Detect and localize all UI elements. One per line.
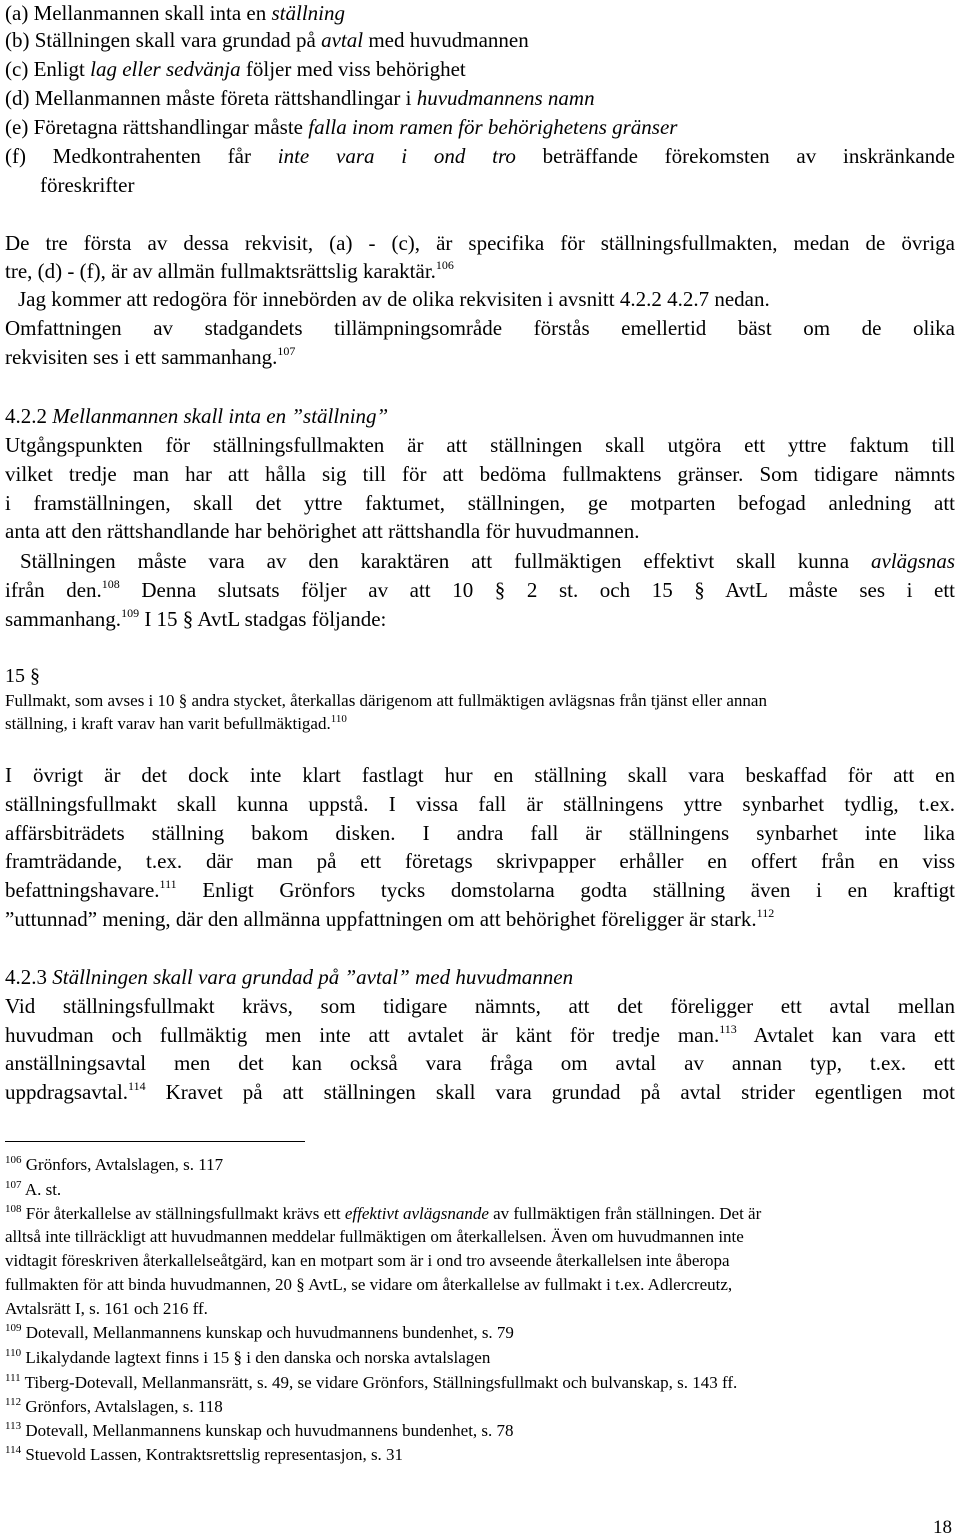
- body-text-line: Jag kommer att redogöra för innebörden av de olika rekvisiten i avsnitt 4.2.2 4.2.7 nedan.: [18, 287, 770, 311]
- page-number: 18: [933, 1517, 952, 1538]
- footnote-continuation: alltså inte tillräckligt att huvudmannen meddelar fullmäktigen om återkallelsen. Även om huvudmannen inte: [5, 1227, 744, 1246]
- footnote: $^{113}$ Dotevall, Mellanmannens kunskap och huvudmannens bundenhet, s. 78: [5, 1420, 514, 1440]
- body-text-line: I övrigt är det dock inte klart fastlagt hur en ställning skall vara beskaffad för att en: [5, 763, 955, 787]
- list-item-continuation: föreskrifter: [40, 173, 135, 197]
- body-text-line: ställningsfullmakt skall kunna uppstå. I vissa fall är ställningens yttre synbarhet tydlig, t.ex.: [5, 792, 955, 816]
- body-text-line: sammanhang.$^{109}$ I 15 § AvtL stadgas följande:: [5, 606, 387, 631]
- body-text-line: uppdragsavtal.$^{114}$ Kravet på att ställningen skall vara grundad på avtal strider egentligen mot: [5, 1079, 955, 1104]
- footnote: $^{109}$ Dotevall, Mellanmannens kunskap och huvudmannens bundenhet, s. 79: [5, 1322, 514, 1342]
- quote-text-line: ställning, i kraft varav han varit befullmäktigad.$^{110}$: [5, 713, 347, 733]
- footnote: $^{107}$ A. st.: [5, 1179, 62, 1199]
- footnote-ref: 108: [101, 577, 120, 591]
- footnote: $^{112}$ Grönfors, Avtalslagen, s. 118: [5, 1396, 223, 1416]
- footnote-ref: 109: [121, 606, 140, 620]
- list-item: (c) Enligt lag eller sedvänja följer med viss behörighet: [5, 57, 466, 81]
- body-text-line: vilket tredje man har att hålla sig till för att bedöma fullmaktens gränser. Som tidigare nämnts: [5, 462, 955, 486]
- body-text-line: Ställningen måste vara av den karaktären att fullmäktigen effektivt skall kunna avlägsnas: [20, 549, 955, 573]
- body-text-line: tre, (d) - (f), är av allmän fullmaktsrättslig karaktär.$^{106}$: [5, 258, 454, 283]
- footnote: $^{110}$ Likalydande lagtext finns i 15 § i den danska och norska avtalslagen: [5, 1347, 491, 1367]
- body-text-line: Vid ställningsfullmakt krävs, som tidigare nämnts, att det föreligger ett avtal mellan: [5, 994, 955, 1018]
- quote-heading: 15 §: [5, 665, 40, 687]
- footnote: $^{111}$ Tiberg-Dotevall, Mellanmansrätt, s. 49, se vidare Grönfors, Ställningsfullmakt och bulvanskap, s. 143 ff.: [5, 1372, 738, 1392]
- body-text-line: i framställningen, skall det yttre faktumet, ställningen, ge motparten befogad anledning att: [5, 491, 955, 515]
- body-text-line: ifrån den.$^{108}$ Denna slutsats följer av att 10 § 2 st. och 15 § AvtL måste ses i ett: [5, 577, 955, 602]
- footnote: $^{106}$ Grönfors, Avtalslagen, s. 117: [5, 1154, 224, 1174]
- list-item: (e) Företagna rättshandlingar måste falla inom ramen för behörighetens gränser: [5, 115, 678, 139]
- footnote-ref: 114: [128, 1079, 146, 1093]
- section-heading: 4.2.2 Mellanmannen skall inta en ”ställning”: [5, 404, 389, 428]
- quote-text-line: Fullmakt, som avses i 10 § andra stycket, återkallas därigenom att fullmäktigen avlägsnas från tjänst eller annan: [5, 691, 767, 710]
- footnote-ref: 106: [435, 258, 454, 272]
- footnote-ref: 110: [330, 713, 347, 725]
- footnote-ref: 111: [159, 877, 177, 891]
- footnote: $^{114}$ Stuevold Lassen, Kontraktsrettslig representasjon, s. 31: [5, 1444, 404, 1464]
- body-text-line: De tre första av dessa rekvisit, (a) - (c), är specifika för ställningsfullmakten, medan de övriga: [5, 231, 955, 255]
- body-text-line: huvudman och fullmäktig men inte att avtalet är känt för tredje man.$^{113}$ Avtalet kan vara ett: [5, 1022, 955, 1047]
- footnote-ref: 113: [719, 1022, 737, 1036]
- body-text-line: affärsbiträdets ställning bakom disken. I andra fall är ställningens synbarhet inte lika: [5, 821, 955, 845]
- footnote: $^{108}$ För återkallelse av ställningsfullmakt krävs ett effektivt avlägsnande av fullmäktigen från ställningen. Det är: [5, 1203, 762, 1223]
- footnote-ref: 107: [277, 344, 296, 358]
- body-text-line: Utgångspunkten för ställningsfullmakten är att ställningen skall utgöra ett yttre faktum till: [5, 433, 955, 457]
- list-item: (f) Medkontrahenten får inte vara i ond tro beträffande förekomsten av inskränkande: [5, 144, 955, 168]
- body-text-line: framträdande, t.ex. där man på ett företags skrivpapper erhåller en offert från en viss: [5, 849, 955, 873]
- body-text-line: ”uttunnad” mening, där den allmänna uppfattningen om att behörighet föreligger är stark.$^{112}$: [5, 906, 775, 931]
- list-item: (b) Ställningen skall vara grundad på avtal med huvudmannen: [5, 28, 529, 52]
- footnote-continuation: fullmakten för att binda huvudmannen, 20 § AvtL, se vidare om återkallelse av fullmakt i t.ex. Adlercreutz,: [5, 1275, 733, 1294]
- body-text-line: rekvisiten ses i ett sammanhang.$^{107}$: [5, 344, 296, 369]
- body-text-line: anta att den rättshandlande har behörighet att rättshandla för huvudmannen.: [5, 519, 640, 543]
- body-text-line: Omfattningen av stadgandets tillämpningsområde förstås emellertid bäst om de olika: [5, 316, 955, 340]
- body-text-line: anställningsavtal men det kan också vara fråga om avtal av annan typ, t.ex. ett: [5, 1051, 955, 1075]
- footnote-separator: [5, 1141, 305, 1142]
- list-item: (a) Mellanmannen skall inta en ställning: [5, 1, 346, 25]
- section-heading: 4.2.3 Ställningen skall vara grundad på ”avtal” med huvudmannen: [5, 965, 574, 989]
- footnote-continuation: Avtalsrätt I, s. 161 och 216 ff.: [5, 1299, 208, 1318]
- footnote-ref: 112: [756, 906, 775, 920]
- body-text-line: befattningshavare.$^{111}$ Enligt Grönfors tycks domstolarna godta ställning även i en kraftigt: [5, 877, 955, 902]
- list-item: (d) Mellanmannen måste företa rättshandlingar i huvudmannens namn: [5, 86, 595, 110]
- footnote-continuation: vidtagit föreskriven återkallelseåtgärd, kan en motpart som är i ond tro avseende återkallelsen inte åberopa: [5, 1251, 730, 1270]
